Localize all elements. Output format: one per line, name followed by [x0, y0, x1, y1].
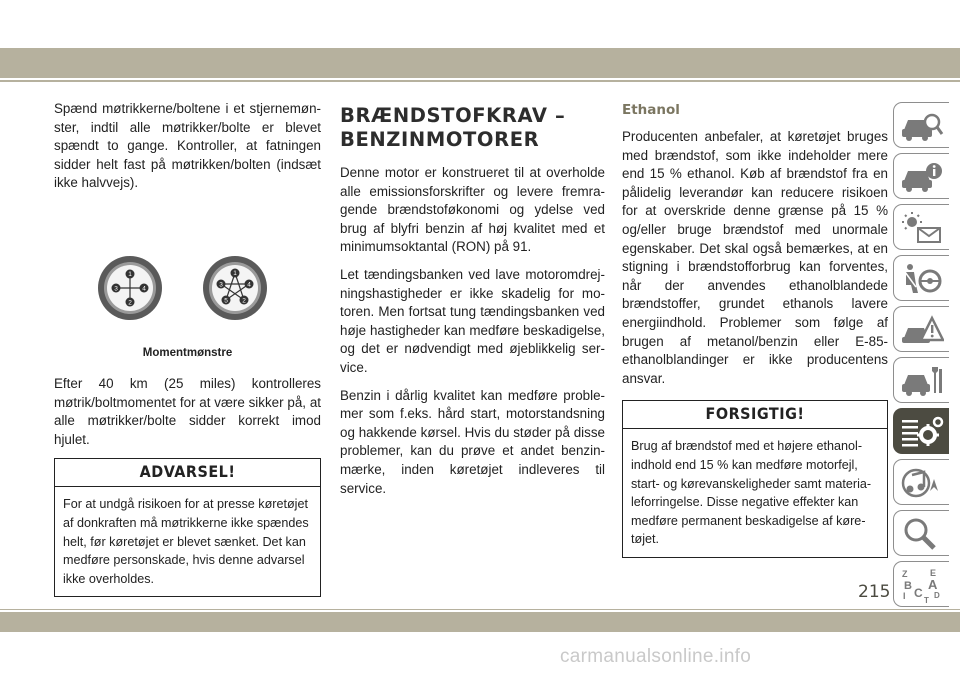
- svg-text:I: I: [903, 591, 906, 601]
- watermark: carmanualsonline.info: [560, 646, 752, 667]
- tab-multimedia[interactable]: [893, 459, 949, 505]
- warning-text: For at undgå risikoen for at presse køretøjet af donkraften må møtrikkerne ikke spændes helt, før køretøjet er blevet sænket. Det kan medføre personskade, hvis denne advarsel ikke overholdes.: [63, 497, 309, 586]
- tab-index-search[interactable]: [893, 510, 949, 556]
- caution-box: [622, 400, 888, 558]
- multimedia-music-icon: [900, 465, 944, 501]
- car-wrench-icon: [900, 363, 944, 399]
- technical-specs-gear-icon: [900, 414, 944, 450]
- car-search-icon: [900, 108, 944, 144]
- svg-text:2: 2: [128, 299, 132, 307]
- svg-text:1: 1: [128, 271, 132, 279]
- svg-text:A: A: [928, 577, 938, 592]
- svg-text:4: 4: [142, 285, 146, 293]
- tab-technical-specs[interactable]: [893, 408, 949, 454]
- svg-text:Z: Z: [902, 569, 908, 579]
- torque-pattern-figure: [54, 233, 321, 343]
- svg-text:T: T: [924, 596, 929, 603]
- svg-text:E: E: [930, 568, 937, 578]
- svg-text:3: 3: [219, 281, 223, 289]
- chapter-tabs: [893, 102, 949, 612]
- tab-alphabetical-index[interactable]: [893, 561, 949, 607]
- paragraph-ethanol: Producenten anbefaler, at køretøjet bruges med brændstof, som ikke indeholder mere end 15 % ethanol. Køb af brændstof fra en pålidelig leverandør kan reducere risikoen for at overskride denne grænse på 15 % og/eller bruge brændstof med unormale egenskaber. Det skal også bemærkes, at en stigning i brændstofforbrug kan forventes, når der anvendes ethanolblandede brændstoffer, grundet ethanols lavere energiindhold. Problemer som følge af brugen af metanol/benzin eller E-85-ethanolblandinger er ikke producentens ansvar.: [622, 129, 888, 386]
- header-band: [0, 48, 960, 78]
- paragraph-knocking: Let tændingsbanken ved lave motoromdrejningshastigheder er ikke skadelig for motoren. Men fortsat tung tændingsbanken ved høje hastigheder kan medføre beskadigelse, og det er nødvendigt med øjeblikkelig service.: [340, 266, 605, 375]
- paragraph-poor-fuel: Benzin i dårlig kvalitet kan medføre problemer som f.eks. hård start, motorstandsning og hakkende kørsel. Hvis du støder på disse problemer, kan du prøve et andet benzinmærke, inden køretøjet indleveres til service.: [340, 387, 605, 496]
- header-rule: [0, 80, 960, 82]
- paragraph-torque-check: Efter 40 km (25 miles) kontrolleres møtrik/boltmomentet for at være sikker på, at alle møtrikker/bolte sidder korrekt imod hjulet.: [54, 375, 321, 447]
- tab-warning-lights[interactable]: [893, 204, 949, 250]
- svg-text:4: 4: [247, 281, 251, 289]
- column-left: [54, 100, 321, 597]
- ethanol-subheading: Ethanol: [622, 102, 680, 118]
- car-info-icon: [900, 159, 944, 195]
- page-number: 215: [858, 582, 891, 602]
- tab-car-search[interactable]: [893, 102, 949, 148]
- index-search-icon: [900, 516, 944, 552]
- seatbelt-airbag-steering-icon: [900, 261, 944, 297]
- svg-text:C: C: [914, 586, 923, 600]
- wheel-4-lug: [98, 256, 162, 320]
- footer-band: [0, 612, 960, 632]
- alphabetical-index-icon: [900, 567, 944, 603]
- wheel-5-lug: [203, 256, 267, 320]
- svg-text:1: 1: [233, 270, 237, 278]
- column-right: [622, 100, 888, 558]
- torque-pattern-illustration: [54, 233, 321, 343]
- svg-text:5: 5: [224, 297, 228, 305]
- column-middle: [340, 100, 605, 507]
- footer-rule: [0, 609, 960, 610]
- svg-text:D: D: [934, 591, 940, 600]
- tab-hazard[interactable]: [893, 306, 949, 352]
- svg-text:B: B: [904, 580, 912, 592]
- svg-text:2: 2: [242, 297, 246, 305]
- car-hazard-triangle-icon: [900, 312, 944, 348]
- warning-lights-message-icon: [900, 210, 944, 246]
- tab-safety[interactable]: [893, 255, 949, 301]
- figure-caption: Momentmønstre: [142, 346, 233, 359]
- tab-maintenance[interactable]: [893, 357, 949, 403]
- caution-title: FORSIGTIG!: [623, 401, 887, 429]
- tab-car-info[interactable]: [893, 153, 949, 199]
- caution-text: Brug af brændstof med et højere ethanolindhold end 15 % kan medføre motorfejl, start- og kørevanskeligheder samt materialeforringelse. Disse negative effekter kan medføre permanent beskadigelse af køretøjet.: [631, 439, 872, 547]
- section-heading: BRÆNDSTOFKRAV – BENZINMOTORER: [340, 104, 566, 151]
- warning-box: [54, 458, 321, 597]
- warning-title: ADVARSEL!: [55, 459, 320, 487]
- paragraph-star-pattern: Spænd møtrikkerne/boltene i et stjernemønster, indtil alle møtrikker/bolte er blevet spændt to gange. Kontroller, at fatningen sidder helt fast på møtrikken/bolten (indsæt ikke halvvejs).: [54, 101, 321, 191]
- svg-text:3: 3: [114, 285, 118, 293]
- paragraph-engine-design: Denne motor er konstrueret til at overholde alle emissionsforskrifter og levere fremragende brændstoføkonomi og ydelse ved brug af blyfri benzin af høj kvalitet med et minimumsoktantal (RON) på 91.: [340, 165, 605, 255]
